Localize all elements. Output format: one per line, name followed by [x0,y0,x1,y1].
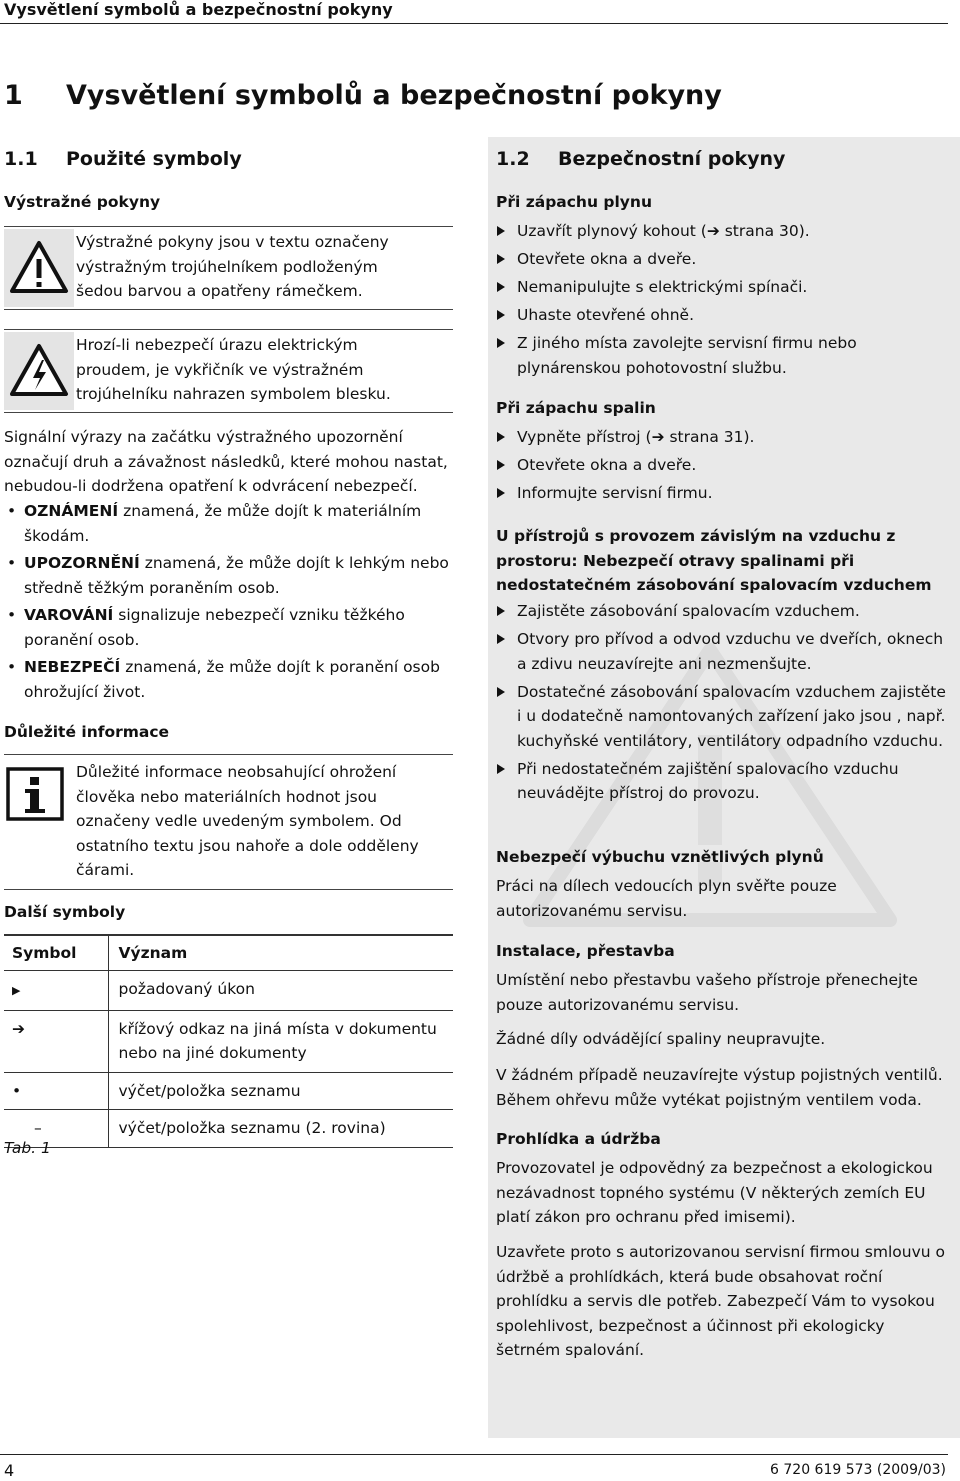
section-1-1-title: Použité symboly [66,148,242,170]
paragraph-line: označují druh a závažnost následků, které mohou nastat, [4,452,448,471]
action-arrow-icon [497,606,505,616]
list-item [496,425,952,450]
bullet-dot-icon: • [7,606,17,624]
action-arrow-icon [497,687,505,697]
signal-desc: znamená, že může dojít k materiálním [118,502,422,520]
list-item-text: Vypněte přístroj (➔ strana 31). [517,428,755,446]
electric-warning-triangle-icon [4,332,74,410]
section-1-heading [4,80,722,111]
table-meaning: výčet/položka seznamu [108,1072,453,1110]
signal-desc: signalizuje nebezpečí vzniku těžkého [113,606,405,624]
page-number: 4 [4,1461,15,1480]
flue-smell-heading: Při zápachu spalin [496,399,656,417]
signal-words-list [4,499,453,707]
table-row [4,1010,453,1072]
gas-smell-heading: Při zápachu plynu [496,193,652,211]
flue-smell-list [496,425,952,509]
paragraph-line: nebudou-li dodržena opatření k odvrácení nebezpečí. [4,477,418,495]
warning-box-general [4,226,453,310]
table-header-symbol: Symbol [4,935,108,971]
section-1-1-number: 1.1 [4,148,38,170]
section-1-number: 1 [4,80,23,111]
section-1-1-heading [4,148,242,170]
installation-paragraph: V žádném případě neuzavírejte výstup pojistných ventilů. Během ohřevu může vytékat pojistným ventilem voda. [496,1066,943,1109]
action-arrow-icon [497,764,505,774]
action-arrow-icon [497,310,505,320]
table-row [4,1072,453,1110]
signal-desc: ohrožující život. [24,682,146,701]
signal-term: VAROVÁNÍ [24,606,114,624]
list-item [496,757,947,806]
list-item [496,453,952,478]
list-item-text: Otevřete okna a dveře. [517,250,697,268]
warning-box-line: proudem, je vykřičník ve výstražném [76,360,364,379]
table-row [4,1110,453,1148]
list-item-text: Uzavřít plynový kohout (➔ strana 30). [517,222,810,240]
signal-words-paragraph [4,425,459,499]
list-item [4,551,453,600]
list-item [496,627,948,676]
table-meaning: požadovaný úkon [108,971,453,1011]
signal-desc: poranění osob. [24,630,140,649]
section-1-2-title: Bezpečnostní pokyny [558,148,786,170]
list-item-text: Otvory pro přívod a odvod vzduchu ve dveřích, oknech a zdivu neuzavírejte ani nezmenšujte. [517,630,944,673]
symbols-table [4,934,453,1148]
action-arrow-icon [497,282,505,292]
list-item [496,219,952,244]
maintenance-paragraph: Provozovatel je odpovědný za bezpečnost a ekologickou nezávadnost topného systému (V některých zemích EU platí zákon pro ochranu před imisemi). [496,1159,933,1226]
signal-desc: škodám. [24,526,90,545]
footer-rule [0,1454,948,1455]
maintenance-heading: Prohlídka a údržba [496,1130,661,1148]
action-arrow-icon [497,460,505,470]
running-header: Vysvětlení symbolů a bezpečnostní pokyny [4,0,393,19]
table-symbol: • [12,1081,22,1100]
bullet-icon [4,1072,108,1110]
action-arrow-icon [497,432,505,442]
list-item [496,680,947,754]
air-supply-list [496,599,948,809]
section-1-title: Vysvětlení symbolů a bezpečnostní pokyny [66,80,722,111]
info-box-line: čárami. [76,861,135,879]
list-item [496,303,952,328]
list-item [4,499,453,548]
signal-term: OZNÁMENÍ [24,502,119,520]
action-arrow-icon [497,338,505,348]
document-number: 6 720 619 573 (2009/03) [770,1462,946,1478]
table-header-meaning: Význam [108,935,453,971]
list-item-text: Uhaste otevřené ohně. [517,306,695,324]
installation-paragraph: Žádné díly odvádějící spaliny neupravujte. [496,1030,826,1048]
list-item-text: Dostatečné zásobování spalovacím vzduchem zajistěte i u dodatečně namontovaných zařízení jako jsou , např. kuchyňské ventilátory, ventilátory odpadního vzduchu. [517,682,946,750]
table-row [4,971,453,1011]
info-box-line: ostatního textu jsou nahoře a dole odděleny [76,836,419,855]
action-arrow-icon [497,488,505,498]
warning-box-line: šedou barvou a opatřeny rámečkem. [76,282,363,300]
list-item [496,275,952,300]
air-supply-heading: U přístrojů s provozem závislým na vzduchu z prostoru: Nebezpečí otravy spalinami při nedostatečném zásobování spalovacím vzduchem [496,527,932,594]
table-header-row [4,935,453,971]
maintenance-paragraph: Uzavřete proto s autorizovanou servisní firmou smlouvu o údržbě a prohlídkách, která bude obsahovat roční prohlídku a servis dle potřeb. Zabezpečí Vám to vysokou spolehlivost, bezpečnost a účinnost při ekologicky šetrném spalování. [496,1243,946,1359]
action-arrow-icon [497,254,505,264]
list-item-text: Zajistěte zásobování spalovacím vzduchem. [517,602,860,620]
warning-box-line: Hrozí-li nebezpečí úrazu elektrickým [76,336,358,354]
signal-desc: znamená, že může dojít k lehkým nebo [139,554,449,572]
action-arrow-icon [4,971,108,1011]
list-item [496,331,877,380]
section-1-2-number: 1.2 [496,148,530,170]
warning-box-line: Výstražné pokyny jsou v textu označeny [76,233,389,251]
list-item [4,655,453,704]
warning-triangle-icon [4,229,74,307]
section-1-2-heading [496,148,785,170]
important-info-box [4,754,453,890]
list-item [496,599,948,624]
installation-heading: Instalace, přestavba [496,942,675,960]
warning-box-line: trojúhelníku nahrazen symbolem blesku. [76,385,391,403]
signal-term: NEBEZPEČÍ [24,658,121,676]
cross-reference-arrow-icon [4,1010,108,1072]
table-symbol: – [34,1119,42,1137]
warning-box-electric [4,329,453,413]
installation-paragraph: Umístění nebo přestavbu vašeho přístroje přenechejte pouze autorizovanému servisu. [496,971,918,1014]
info-box-line: člověka nebo materiálních hodnot jsou [76,787,378,806]
list-item-text: Nemanipulujte s elektrickými spínači. [517,278,808,296]
table-meaning: výčet/položka seznamu (2. rovina) [108,1110,453,1148]
info-box-line: označeny vedle uvedeným symbolem. Od [76,812,402,830]
other-symbols-heading: Další symboly [4,903,126,921]
table-symbol: ➔ [12,1019,25,1038]
gas-smell-list [496,219,952,384]
list-item-text: Informujte servisní firmu. [517,484,713,502]
list-item-text: Otevřete okna a dveře. [517,456,697,474]
action-arrow-icon [497,634,505,644]
explosion-heading: Nebezpečí výbuchu vznětlivých plynů [496,848,824,866]
bullet-dot-icon: • [7,502,17,520]
list-item [4,603,453,652]
header-rule [0,23,948,24]
table-symbol: ▶ [12,984,21,997]
list-item-text: Při nedostatečném zajištění spalovacího vzduchu neuvádějte přístroj do provozu. [517,759,899,802]
bullet-dot-icon: • [7,658,17,676]
signal-desc: středně těžkým poraněním osob. [24,578,280,597]
list-item-text: Z jiného místa zavolejte servisní firmu nebo plynárenskou pohotovostní službu. [517,334,857,377]
action-arrow-icon [497,226,505,236]
paragraph-line: Signální výrazy na začátku výstražného upozornění [4,428,403,446]
explosion-text: Práci na dílech vedoucích plyn svěřte pouze autorizovanému servisu. [496,877,837,920]
list-item [496,481,952,506]
signal-term: UPOZORNĚNÍ [24,554,140,572]
table-caption: Tab. 1 [4,1139,51,1157]
info-box-line: Důležité informace neobsahující ohrožení [76,763,397,781]
bullet-dot-icon: • [7,554,17,572]
warning-notes-heading: Výstražné pokyny [4,193,161,211]
table-meaning: křížový odkaz na jiná místa v dokumentu nebo na jiné dokumenty [108,1010,453,1072]
info-icon [6,767,64,825]
warning-box-line: výstražným trojúhelníkem podloženým [76,257,378,276]
signal-desc: znamená, že může dojít k poranění osob [120,658,440,676]
important-info-heading: Důležité informace [4,723,170,741]
list-item [496,247,952,272]
